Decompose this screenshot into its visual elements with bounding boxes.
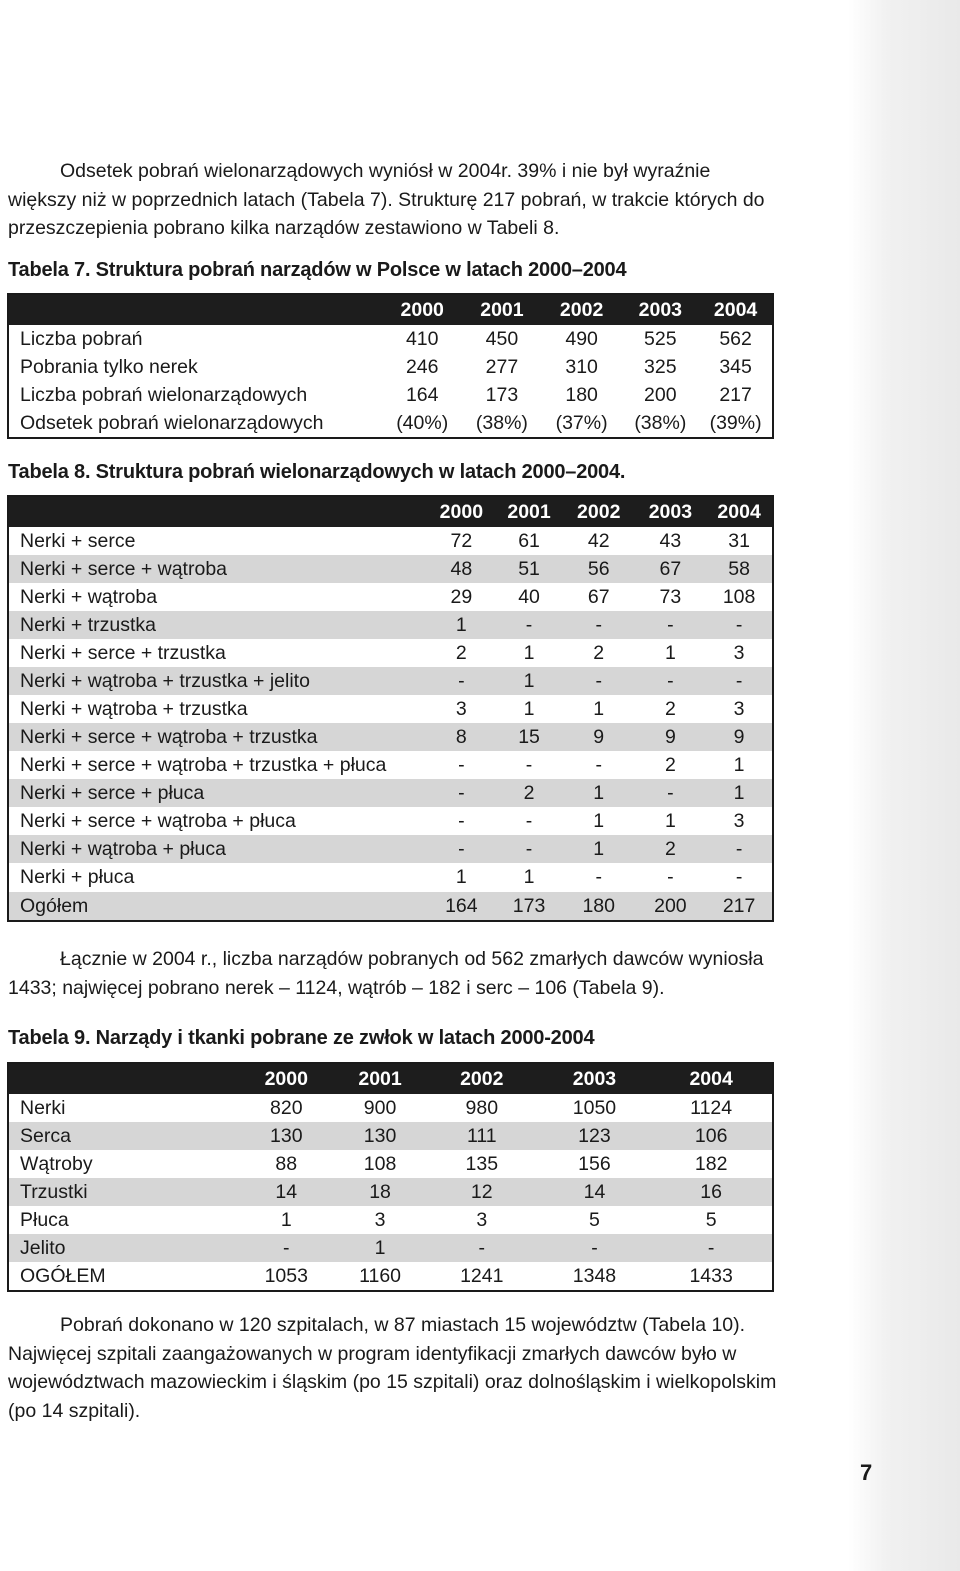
cell-value: 2	[495, 779, 563, 807]
cell-value: 3	[476, 1208, 488, 1231]
cell-value: -	[563, 611, 635, 639]
header-year: 2000	[428, 496, 496, 527]
row-label: Jelito	[8, 1234, 237, 1262]
header-year: 2003	[539, 1063, 651, 1094]
cell-value: -	[425, 1234, 539, 1262]
cell-value: (37%)	[555, 411, 608, 434]
header-year: 2002	[542, 294, 622, 325]
cell-value: 1	[664, 641, 676, 664]
cell-value: -	[458, 809, 465, 832]
cell-value: 72	[450, 529, 473, 552]
row-label: Nerki + trzustka	[8, 611, 428, 639]
cell-value: 1	[428, 611, 496, 639]
cell-value: 325	[644, 355, 677, 378]
cell-value: 135	[465, 1152, 499, 1175]
cell-value: 1241	[460, 1264, 504, 1287]
cell-value: -	[635, 779, 707, 807]
cell-value: 2	[593, 641, 605, 664]
cell-value: 820	[270, 1096, 303, 1119]
row-label: Nerki	[20, 1096, 66, 1119]
cell-value: -	[428, 835, 496, 863]
cell-value: -	[525, 753, 533, 776]
cell-value: -	[525, 809, 533, 832]
cell-value: -	[706, 835, 773, 863]
cell-value: -	[667, 865, 674, 888]
table8-caption: Tabela 8. Struktura pobrań wielonarządowych w latach 2000–2004.	[8, 461, 626, 483]
cell-value: 1	[563, 779, 635, 807]
table-row	[8, 835, 773, 863]
table-row	[8, 667, 773, 695]
cell-value: 67	[635, 555, 707, 583]
cell-value: 8	[428, 723, 496, 751]
row-label: Nerki + serce + wątroba + trzustka + płuca	[20, 753, 387, 776]
cell-value: 106	[650, 1122, 773, 1150]
header-blank	[8, 1063, 237, 1094]
table-row	[8, 1178, 773, 1206]
cell-value: 5	[705, 1208, 717, 1231]
table7-caption: Tabela 7. Struktura pobrań narządów w Polsce w latach 2000–2004	[8, 259, 627, 281]
paragraph-summary: Łącznie w 2004 r., liczba narządów pobranych od 562 zmarłych dawców wyniosła 1433; najwięcej pobrano nerek – 1124, wątrób – 182 i serc – 106 (Tabela 9).	[8, 948, 764, 999]
row-label: Nerki + serce	[20, 529, 136, 552]
table-row	[8, 611, 773, 639]
cell-value: (38%)	[475, 411, 528, 434]
cell-value: 2	[455, 641, 467, 664]
table-row	[8, 639, 773, 667]
cell-value: 1	[523, 697, 535, 720]
cell-value: 67	[587, 585, 610, 608]
cell-value: 277	[485, 355, 519, 378]
header-year: 2001	[495, 496, 563, 527]
cell-value: 108	[722, 585, 756, 608]
cell-value: 1	[733, 753, 745, 776]
page-edge-shading	[848, 0, 960, 1571]
header-blank	[8, 294, 382, 325]
row-label: Serca	[8, 1122, 237, 1150]
row-label: Pobrania tylko nerek	[20, 355, 198, 378]
cell-value: 200	[644, 383, 677, 406]
row-label: Ogółem	[8, 892, 428, 922]
table-row	[8, 1150, 773, 1178]
table-row	[8, 325, 773, 353]
cell-value: 1433	[689, 1264, 733, 1287]
cell-value: 14	[237, 1178, 335, 1206]
cell-value: 2	[664, 697, 676, 720]
table9-caption: Tabela 9. Narządy i tkanki pobrane ze zwłok w latach 2000-2004	[8, 1027, 595, 1049]
cell-value: 73	[659, 585, 682, 608]
cell-value: (40%)	[396, 411, 449, 434]
cell-value: 345	[719, 355, 752, 378]
cell-value: 200	[635, 892, 707, 922]
table-row	[8, 409, 773, 438]
cell-value: 1053	[264, 1264, 308, 1287]
cell-value: 3	[455, 697, 467, 720]
cell-value: 40	[518, 585, 540, 608]
cell-value: -	[563, 667, 635, 695]
row-label: Nerki + wątroba + trzustka + jelito	[8, 667, 428, 695]
row-label: OGÓŁEM	[20, 1264, 106, 1287]
header-year: 2001	[335, 1063, 425, 1094]
row-label: Płuca	[20, 1208, 69, 1231]
cell-value: 130	[237, 1122, 335, 1150]
table-row	[8, 555, 773, 583]
header-blank	[8, 496, 428, 527]
table-row	[8, 353, 773, 381]
cell-value: 58	[706, 555, 773, 583]
table8	[7, 495, 774, 922]
cell-value: 29	[450, 585, 473, 608]
header-year: 2000	[382, 294, 462, 325]
row-label: Trzustki	[8, 1178, 237, 1206]
header-year: 2002	[563, 496, 635, 527]
cell-value: 1	[593, 697, 605, 720]
cell-value: -	[495, 835, 563, 863]
cell-value: (39%)	[709, 411, 762, 434]
cell-value: 1	[335, 1234, 425, 1262]
cell-value: 156	[578, 1152, 611, 1175]
cell-value: 9	[563, 723, 635, 751]
cell-value: 9	[706, 723, 773, 751]
row-label: Nerki + wątroba	[20, 585, 158, 608]
row-label: Liczba pobrań	[20, 327, 143, 350]
cell-value: 217	[706, 892, 773, 922]
row-label: Liczba pobrań wielonarządowych	[20, 383, 308, 406]
table-row	[8, 583, 773, 611]
cell-value: 3	[374, 1208, 386, 1231]
cell-value: 1124	[690, 1096, 733, 1119]
row-label: Nerki + wątroba + płuca	[8, 835, 428, 863]
cell-value: 1348	[572, 1264, 617, 1287]
cell-value: -	[706, 667, 773, 695]
table-row	[8, 695, 773, 723]
cell-value: -	[635, 611, 707, 639]
cell-value: 1	[455, 865, 467, 888]
row-label: Nerki + serce + płuca	[8, 779, 428, 807]
paragraph-hospitals: Pobrań dokonano w 120 szpitalach, w 87 miastach 15 województw (Tabela 10). Najwięcej szpitali zaangażowanych w program identyfikacji zmarłych dawców było w województwach mazowieckim i śląskim (po 15 szpitali) oraz dolnośląskim i wielkopolskim (po 14 szpitali).	[8, 1314, 777, 1422]
cell-value: -	[595, 753, 602, 776]
cell-value: 310	[565, 355, 598, 378]
cell-value: 900	[363, 1096, 397, 1119]
table-row	[8, 1206, 773, 1234]
table9	[7, 1062, 774, 1292]
row-label: Nerki + serce + trzustka	[20, 641, 226, 664]
cell-value: 18	[335, 1178, 425, 1206]
cell-value: 246	[405, 355, 439, 378]
cell-value: 16	[650, 1178, 773, 1206]
table-row	[8, 892, 773, 922]
table-row	[8, 1094, 773, 1122]
cell-value: 1	[563, 835, 635, 863]
cell-value: 1	[664, 809, 676, 832]
header-year: 2002	[425, 1063, 539, 1094]
row-label: Odsetek pobrań wielonarządowych	[20, 411, 324, 434]
header-year: 2004	[706, 496, 773, 527]
cell-value: 56	[563, 555, 635, 583]
header-year: 2004	[650, 1063, 773, 1094]
cell-value: 61	[518, 529, 540, 552]
cell-value: 3	[733, 697, 745, 720]
cell-value: -	[650, 1234, 773, 1262]
cell-value: 130	[335, 1122, 425, 1150]
cell-value: 12	[425, 1178, 539, 1206]
cell-value: 43	[659, 529, 682, 552]
table7-header-row	[8, 294, 773, 325]
cell-value: 1	[280, 1208, 292, 1231]
row-label: Nerki + wątroba + trzustka	[20, 697, 248, 720]
table7	[7, 293, 774, 439]
row-label: Nerki + serce + wątroba + trzustka	[8, 723, 428, 751]
cell-value: 123	[539, 1122, 651, 1150]
cell-value: 48	[428, 555, 496, 583]
cell-value: 14	[539, 1178, 651, 1206]
cell-value: 980	[465, 1096, 499, 1119]
cell-value: 562	[719, 327, 752, 350]
cell-value: 1	[495, 667, 563, 695]
table-row	[8, 1262, 773, 1291]
row-label: Nerki + serce + wątroba + płuca	[20, 809, 296, 832]
cell-value: -	[495, 611, 563, 639]
table-row	[8, 1122, 773, 1150]
cell-value: 111	[425, 1122, 539, 1150]
paragraph-intro: Odsetek pobrań wielonarządowych wyniósł w 2004r. 39% i nie był wyraźnie większy niż w poprzednich latach (Tabela 7). Strukturę 217 pobrań, w trakcie których do przeszczepienia pobrano kilka narządów zestawiono w Tabeli 8.	[8, 160, 765, 239]
cell-value: 1050	[572, 1096, 617, 1119]
header-year: 2000	[237, 1063, 335, 1094]
cell-value: 525	[644, 327, 677, 350]
cell-value: 51	[495, 555, 563, 583]
cell-value: 490	[565, 327, 598, 350]
cell-value: -	[595, 865, 602, 888]
cell-value: 2	[635, 835, 707, 863]
cell-value: 164	[405, 383, 439, 406]
cell-value: 180	[565, 383, 598, 406]
cell-value: 3	[733, 809, 745, 832]
header-year: 2004	[699, 294, 773, 325]
cell-value: 217	[719, 383, 752, 406]
header-year: 2001	[462, 294, 542, 325]
table-row	[8, 779, 773, 807]
cell-value: 31	[728, 529, 750, 552]
cell-value: 410	[405, 327, 439, 350]
cell-value: (38%)	[634, 411, 687, 434]
table-row	[8, 1234, 773, 1262]
cell-value: -	[428, 779, 496, 807]
cell-value: 5	[589, 1208, 600, 1231]
cell-value: 3	[733, 641, 745, 664]
cell-value: 1	[593, 809, 605, 832]
table8-header-row	[8, 496, 773, 527]
cell-value: 1160	[359, 1264, 402, 1287]
cell-value: 182	[694, 1152, 728, 1175]
table-row	[8, 807, 773, 835]
row-label: Nerki + płuca	[20, 865, 135, 888]
cell-value: 1	[706, 779, 773, 807]
cell-value: 450	[485, 327, 519, 350]
page-number: 7	[860, 1460, 873, 1485]
cell-value: -	[539, 1234, 651, 1262]
cell-value: -	[237, 1234, 335, 1262]
cell-value: -	[706, 611, 773, 639]
cell-value: 2	[664, 753, 676, 776]
cell-value: 15	[495, 723, 563, 751]
cell-value: 1	[523, 641, 535, 664]
table-row	[8, 527, 773, 555]
row-label: Wątroby	[20, 1152, 93, 1175]
cell-value: 180	[563, 892, 635, 922]
cell-value: -	[635, 667, 707, 695]
header-year: 2003	[621, 294, 699, 325]
cell-value: 9	[635, 723, 707, 751]
cell-value: -	[428, 667, 496, 695]
header-year: 2003	[635, 496, 707, 527]
table9-header-row	[8, 1063, 773, 1094]
cell-value: 42	[587, 529, 610, 552]
cell-value: -	[735, 865, 743, 888]
table-row	[8, 723, 773, 751]
table-row	[8, 863, 773, 892]
table-row	[8, 751, 773, 779]
row-label: Nerki + serce + wątroba	[8, 555, 428, 583]
cell-value: 164	[428, 892, 496, 922]
cell-value: 1	[523, 865, 535, 888]
cell-value: 173	[485, 383, 519, 406]
table-row	[8, 381, 773, 409]
cell-value: 173	[495, 892, 563, 922]
cell-value: -	[458, 753, 465, 776]
cell-value: 88	[275, 1152, 298, 1175]
cell-value: 108	[363, 1152, 397, 1175]
